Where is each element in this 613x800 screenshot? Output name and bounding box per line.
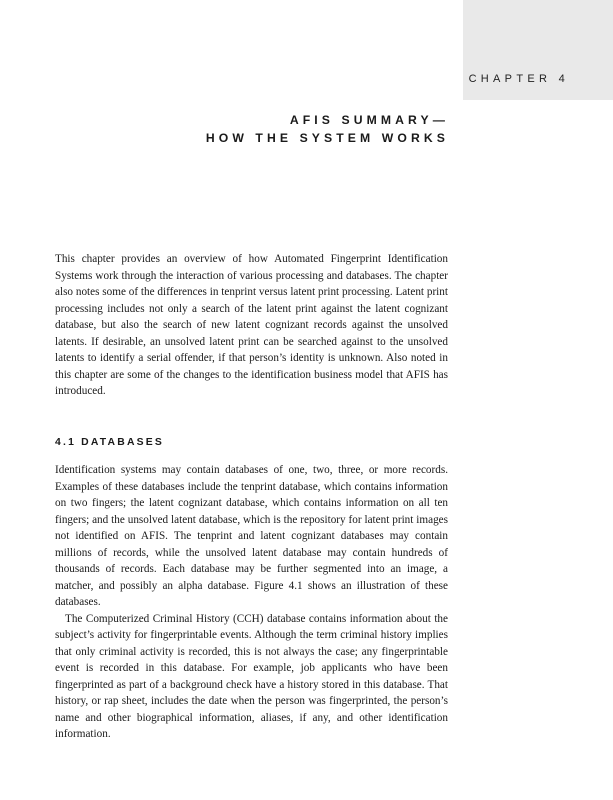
intro-paragraph: This chapter provides an overview of how Automated Fingerprint Identification Systems work through the interaction of various processing and databases. The chapter also notes some of the differences in tenprint versus latent print processing. Latent print processing includes not only a search of the latent print against the latent cognizant database, but also the search of new latent cognizant records against the unsolved latents. If desirable, an unsolved latent print can be searched against to the unsolved latents to identify a serial offender, if that person’s identity is unknown. Also noted in this chapter are some of the changes to the identification business model that AFIS has introduced.: [55, 253, 448, 397]
chapter-title-line-2: HOW THE SYSTEM WORKS: [205, 131, 449, 145]
section-paragraph-2: The Computerized Criminal History (CCH) database contains information about the subject’s activity for fingerprintable events. Although the term criminal history implies that only criminal activity is recorded, this is not always the case; any fingerprintable event is recorded in this database. For example, job applicants who have been fingerprinted as part of a background check have a history stored in this database. That history, or rap sheet, includes the date when the person was fingerprinted, the person’s name and other biographical information, aliases, if any, and other identification information.: [55, 612, 448, 740]
section-paragraph-1: Identification systems may contain databases of one, two, three, or more records. Examples of these databases include the tenprint database, which contains information on two fingers; the latent cognizant database, which contains information on all ten fingers; and the unsolved latent database, which is the repository for latent print images not identified on AFIS. The tenprint and latent cognizant databases may contain millions of records, while the unsolved latent database may contain hundreds of thousands of records. Each database may be further segmented into an image, a matcher, and possibly an alpha database. Figure 4.1 shows an illustration of these databases.: [55, 464, 448, 608]
intro-text-block: [55, 251, 448, 400]
section-text-block: [55, 462, 448, 743]
chapter-title: [206, 111, 449, 147]
chapter-title-line-1: AFIS SUMMARY—: [289, 113, 449, 127]
chapter-tab-background: [463, 0, 613, 100]
chapter-label: CHAPTER 4: [468, 73, 569, 85]
section-heading: 4.1 DATABASES: [55, 437, 165, 448]
